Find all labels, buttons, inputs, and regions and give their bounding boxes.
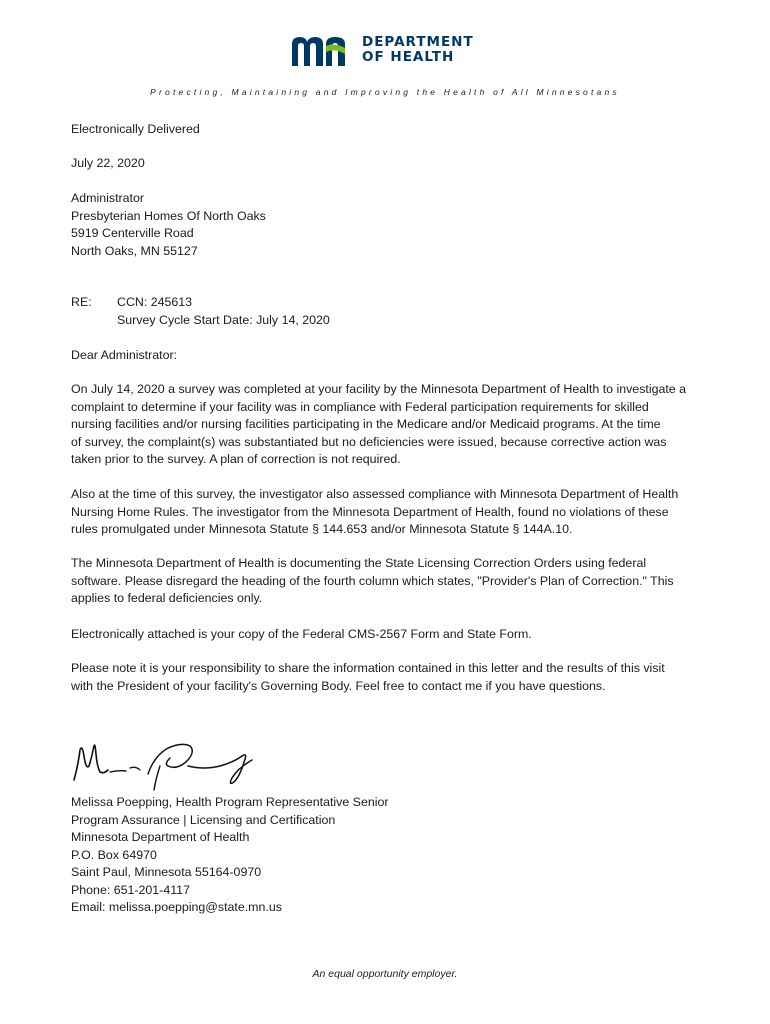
- address-line: Administrator: [71, 191, 144, 205]
- paragraph-line: of survey, the complaint(s) was substantiated but no deficiencies were issued, because corrective action was: [71, 434, 667, 449]
- address-line: North Oaks, MN 55127: [71, 243, 198, 258]
- paragraph-line: complaint to determine if your facility was in compliance with Federal participation requirements for skilled: [71, 399, 649, 414]
- body-paragraph-2: [71, 486, 701, 539]
- logo-wordmark: [362, 35, 474, 65]
- paragraph-line: On July 14, 2020 a survey was completed at your facility by the Minnesota Department of Health to investigate a: [71, 382, 687, 396]
- paragraph-line: Nursing Home Rules. The investigator from the Minnesota Department of Health, found no violations of these: [71, 504, 669, 519]
- recipient-address: [71, 190, 701, 260]
- signer-phone: Phone: 651-201-4117: [71, 882, 190, 897]
- paragraph-line: nursing facilities and/or nursing facilities participating in the Medicare and/or Medicaid programs. At the time: [71, 417, 661, 431]
- address-line: Presbyterian Homes Of North Oaks: [71, 208, 266, 223]
- salutation: Dear Administrator:: [71, 348, 178, 362]
- body-paragraph-5: [71, 660, 701, 695]
- re-line: Survey Cycle Start Date: July 14, 2020: [117, 312, 330, 327]
- signer-city: Saint Paul, Minnesota 55164-0970: [71, 865, 262, 879]
- paragraph-line: Electronically attached is your copy of the Federal CMS-2567 Form and State Form.: [71, 627, 532, 641]
- delivery-note: Electronically Delivered: [71, 122, 200, 136]
- body-paragraph-4: [71, 626, 701, 644]
- signer-email: Email: melissa.poepping@state.mn.us: [71, 900, 282, 914]
- signer-name-title: Melissa Poepping, Health Program Representative Senior: [71, 795, 389, 809]
- paragraph-line: Also at the time of this survey, the investigator also assessed compliance with Minnesota Department of Health: [71, 487, 679, 501]
- body-paragraph-3: [71, 555, 701, 608]
- tagline: Protecting, Maintaining and Improving the Health of All Minnesotans: [150, 87, 620, 97]
- signature-block: [71, 794, 701, 917]
- handwritten-signature: [64, 736, 264, 798]
- logo-line-1: DEPARTMENT: [362, 34, 474, 50]
- mn-logo-mark-icon: [290, 34, 354, 68]
- re-details: [117, 294, 517, 329]
- footer-equal-opportunity: An equal opportunity employer.: [312, 968, 458, 980]
- paragraph-line: with the President of your facility's Governing Body. Feel free to contact me if you have questions.: [71, 678, 606, 693]
- paragraph-line: Please note it is your responsibility to share the information contained in this letter and the results of this visit: [71, 661, 665, 675]
- paragraph-line: taken prior to the survey. A plan of correction is not required.: [71, 452, 401, 466]
- mdh-logo: [290, 34, 490, 70]
- re-label: RE:: [71, 295, 92, 309]
- paragraph-line: The Minnesota Department of Health is documenting the State Licensing Correction Orders using federal: [71, 556, 647, 570]
- signer-unit: Program Assurance | Licensing and Certification: [71, 812, 336, 827]
- re-line: CCN: 245613: [117, 295, 193, 309]
- logo-line-2: OF HEALTH: [362, 49, 455, 65]
- signer-po-box: P.O. Box 64970: [71, 847, 157, 862]
- letter-date: July 22, 2020: [71, 156, 145, 170]
- signer-department: Minnesota Department of Health: [71, 830, 250, 844]
- paragraph-line: applies to federal deficiencies only.: [71, 591, 263, 605]
- paragraph-line: rules promulgated under Minnesota Statute § 144.653 and/or Minnesota Statute § 144A.10.: [71, 522, 573, 536]
- paragraph-line: software. Please disregard the heading of the fourth column which states, "Provider's Plan of Correction." This: [71, 573, 674, 588]
- address-line: 5919 Centerville Road: [71, 226, 194, 240]
- body-paragraph-1: [71, 381, 701, 469]
